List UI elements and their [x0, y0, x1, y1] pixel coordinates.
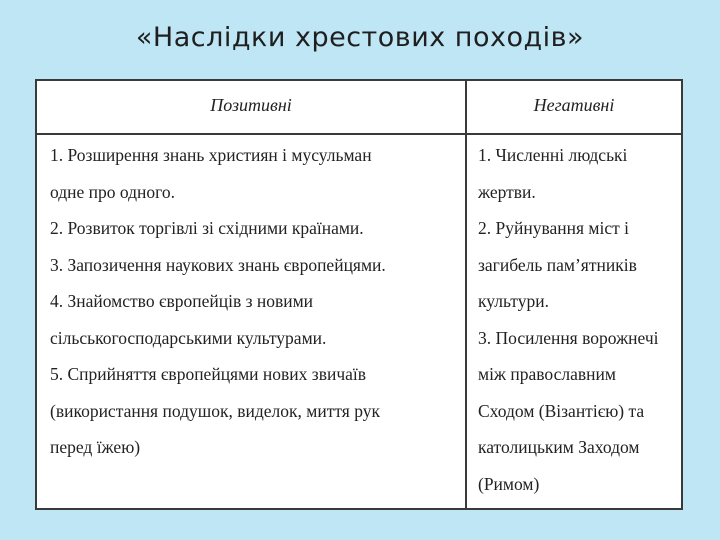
positive-line: (використання подушок, виделок, миття рук — [50, 400, 380, 421]
header-negative: Негативні — [533, 95, 615, 115]
table-header-row — [37, 81, 681, 135]
positive-consequences-cell — [50, 137, 462, 466]
consequences-table — [35, 79, 683, 510]
negative-consequences-cell — [478, 137, 684, 502]
negative-line: загибель пам’ятників — [478, 254, 637, 275]
positive-line: сільськогосподарськими культурами. — [50, 327, 327, 348]
slide-title: «Наслідки хрестових походів» — [135, 22, 585, 53]
positive-line: 1. Розширення знань християн і мусульман — [50, 145, 372, 165]
negative-line: культури. — [478, 291, 549, 311]
column-divider — [465, 81, 467, 508]
positive-line: 5. Сприйняття європейцями нових звичаїв — [50, 364, 367, 384]
positive-line: 4. Знайомство європейців з новими — [50, 291, 314, 311]
header-positive: Позитивні — [210, 95, 292, 115]
negative-line: 1. Численні людські — [478, 145, 628, 165]
negative-line: католицьким Заходом — [478, 437, 640, 457]
positive-line: 2. Розвиток торгівлі зі східними країнами. — [50, 218, 364, 238]
positive-line: 3. Запозичення наукових знань європейцями. — [50, 254, 386, 275]
negative-line: 3. Посилення ворожнечі — [478, 327, 659, 348]
negative-line: Сходом (Візантією) та — [478, 400, 645, 421]
negative-line: 2. Руйнування міст і — [478, 218, 630, 238]
positive-line: одне про одного. — [50, 181, 176, 202]
negative-line: (Римом) — [478, 473, 540, 494]
positive-line: перед їжею) — [50, 437, 141, 457]
negative-line: жертви. — [478, 181, 536, 202]
negative-line: між православним — [478, 364, 616, 384]
